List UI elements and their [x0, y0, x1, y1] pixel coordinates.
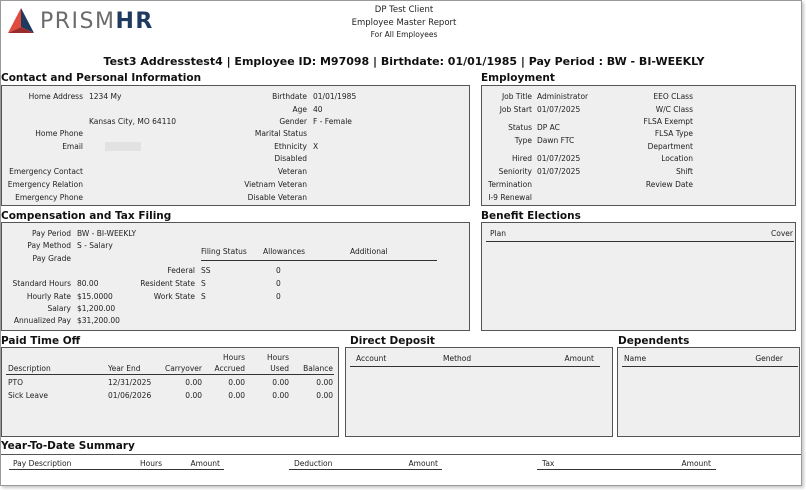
pto-row-balance: 0.00 [316, 378, 333, 387]
pay-period-value: BW - BI-WEEKLY [77, 229, 137, 238]
deposit-col-account: Account [356, 354, 387, 363]
resident-status-value: S [201, 279, 206, 288]
pto-box [1, 347, 339, 437]
disable-veteran-label: Disable Veteran [247, 193, 307, 202]
report-title: Employee Master Report [351, 18, 457, 28]
job-start-value: 01/07/2025 [537, 105, 581, 114]
additional-header: Additional [350, 247, 388, 256]
filing-header-rule [201, 260, 437, 261]
salary-value: $1,200.00 [77, 304, 116, 313]
pto-col-year-end: Year End [108, 364, 141, 373]
pto-col-carryover: Carryover [164, 364, 202, 373]
emergency-relation-label: Emergency Relation [7, 180, 83, 189]
birthdate-value: 01/01/1985 [313, 92, 357, 101]
employment-box [481, 85, 796, 206]
pto-row-year-end: 12/31/2025 [108, 378, 152, 387]
deposit-col-method: Method [443, 354, 472, 363]
termination-label: Termination [488, 180, 532, 189]
job-start-label: Job Start [499, 105, 532, 114]
pto-col-used-1: Hours [267, 353, 289, 362]
salary-label: Salary [47, 304, 71, 313]
eeo-class-label: EEO CLass [653, 92, 693, 101]
dependents-box [617, 347, 800, 437]
veteran-label: Veteran [277, 167, 307, 176]
pto-header-rule [6, 374, 334, 375]
allowances-header: Allowances [263, 247, 306, 256]
marital-status-label: Marital Status [254, 129, 307, 138]
vietnam-veteran-label: Vietnam Veteran [244, 180, 307, 189]
pay-method-value: S - Salary [77, 241, 113, 250]
resident-allowances-value: 0 [276, 279, 281, 288]
hourly-rate-value: $15.0000 [77, 292, 113, 301]
ytd-pay-rule [9, 469, 224, 470]
deposit-box [345, 347, 613, 437]
pay-method-label: Pay Method [27, 241, 71, 250]
pay-grade-label: Pay Grade [32, 254, 71, 263]
pto-col-description: Description [8, 364, 51, 373]
status-value: DP AC [537, 123, 560, 132]
pto-col-used-2: Used [270, 364, 289, 373]
status-label: Status [508, 123, 532, 132]
type-label: Type [514, 136, 532, 145]
birthdate-label: Birthdate [272, 92, 307, 101]
employee-summary-line: Test3 Addresstest4 | Employee ID: M97098 | Birthdate: 01/01/1985 | Pay Period : BW - BI-WEEKLY [103, 55, 705, 68]
ytd-col-hours: Hours [140, 459, 162, 468]
dependents-col-gender: Gender [755, 354, 783, 363]
job-title-value: Administrator [537, 92, 589, 101]
gender-label: Gender [279, 117, 307, 126]
ytd-col-deduction-amount: Amount [408, 459, 438, 468]
contact-section-title: Contact and Personal Information [1, 72, 202, 84]
emergency-contact-label: Emergency Contact [9, 167, 83, 176]
ytd-deduction-rule [289, 469, 442, 470]
plan-header: Plan [490, 229, 506, 238]
pto-section-title: Paid Time Off [1, 335, 81, 347]
wc-class-label: W/C Class [655, 105, 693, 114]
federal-status-value: SS [201, 266, 211, 275]
pto-row-description: PTO [8, 378, 24, 387]
work-allowances-value: 0 [276, 292, 281, 301]
filing-status-header: Filing Status [201, 247, 247, 256]
standard-hours-label: Standard Hours [12, 279, 71, 288]
home-address-line2: Kansas City, MO 64110 [89, 117, 177, 126]
work-status-value: S [201, 292, 206, 301]
disabled-label: Disabled [274, 154, 307, 163]
ytd-top-rule [1, 454, 801, 455]
benefits-section-title: Benefit Elections [481, 210, 581, 222]
home-address-label: Home Address [28, 92, 83, 101]
benefits-header-rule [486, 241, 794, 242]
pto-row-accrued: 0.00 [228, 391, 245, 400]
compensation-box [1, 222, 470, 331]
deposit-section-title: Direct Deposit [350, 335, 435, 347]
dependents-section-title: Dependents [618, 335, 690, 347]
report-client: DP Test Client [374, 5, 434, 15]
emergency-phone-label: Emergency Phone [15, 193, 83, 202]
ytd-col-tax: Tax [542, 459, 555, 468]
standard-hours-value: 80.00 [77, 279, 99, 288]
review-date-label: Review Date [645, 180, 693, 189]
ethnicity-label: Ethnicity [274, 142, 307, 151]
pto-col-accrued-2: Accrued [214, 364, 245, 373]
cover-header: Cover [771, 229, 793, 238]
seniority-label: Seniority [498, 167, 532, 176]
benefits-box [481, 222, 796, 331]
hourly-rate-label: Hourly Rate [26, 292, 71, 301]
resident-state-label: Resident State [140, 279, 195, 288]
ytd-tax-rule [537, 469, 716, 470]
department-label: Department [647, 142, 693, 151]
age-label: Age [292, 105, 307, 114]
pto-row-carryover: 0.00 [185, 391, 202, 400]
pto-row-used: 0.00 [272, 378, 289, 387]
deposit-col-amount: Amount [564, 354, 594, 363]
pto-row-used: 0.00 [272, 391, 289, 400]
ytd-col-deduction: Deduction [294, 459, 333, 468]
location-label: Location [661, 154, 693, 163]
home-phone-label: Home Phone [35, 129, 83, 138]
ytd-col-amount: Amount [190, 459, 220, 468]
i9-renewal-label: I-9 Renewal [488, 193, 532, 202]
compensation-section-title: Compensation and Tax Filing [1, 210, 172, 222]
pay-period-label: Pay Period [32, 229, 71, 238]
employment-section-title: Employment [481, 72, 555, 84]
pto-row-carryover: 0.00 [185, 378, 202, 387]
gender-value: F - Female [313, 117, 352, 126]
email-label: Email [62, 142, 83, 151]
pto-row-accrued: 0.00 [228, 378, 245, 387]
pto-col-accrued-1: Hours [223, 353, 245, 362]
annualized-pay-label: Annualized Pay [13, 316, 71, 325]
type-value: Dawn FTC [537, 136, 575, 145]
pto-row-year-end: 01/06/2026 [108, 391, 152, 400]
annualized-pay-value: $31,200.00 [77, 316, 120, 325]
dependents-col-name: Name [624, 354, 647, 363]
pto-row-balance: 0.00 [316, 391, 333, 400]
age-value: 40 [313, 105, 323, 114]
contact-box [1, 85, 470, 206]
work-state-label: Work State [153, 292, 195, 301]
hired-label: Hired [511, 154, 532, 163]
logo-text-prism: PRISM [40, 8, 116, 34]
report-scope: For All Employees [370, 30, 438, 39]
dependents-header-rule [622, 366, 798, 367]
federal-label: Federal [167, 266, 195, 275]
flsa-exempt-label: FLSA Exempt [643, 117, 693, 126]
ytd-col-tax-amount: Amount [681, 459, 711, 468]
logo-text-hr: HR [115, 8, 154, 34]
federal-allowances-value: 0 [276, 266, 281, 275]
seniority-value: 01/07/2025 [537, 167, 581, 176]
home-address-line1: 1234 My [89, 92, 122, 101]
pto-col-balance: Balance [303, 364, 333, 373]
hired-value: 01/07/2025 [537, 154, 581, 163]
pto-row-description: Sick Leave [8, 391, 49, 400]
shift-label: Shift [675, 167, 693, 176]
ytd-col-pay-description: Pay Description [13, 459, 72, 468]
deposit-header-rule [350, 366, 600, 367]
ethnicity-value: X [313, 142, 319, 151]
flsa-type-label: FLSA Type [654, 129, 693, 138]
ytd-section-title: Year-To-Date Summary [1, 440, 135, 452]
job-title-label: Job Title [501, 92, 532, 101]
email-redacted [105, 142, 141, 151]
